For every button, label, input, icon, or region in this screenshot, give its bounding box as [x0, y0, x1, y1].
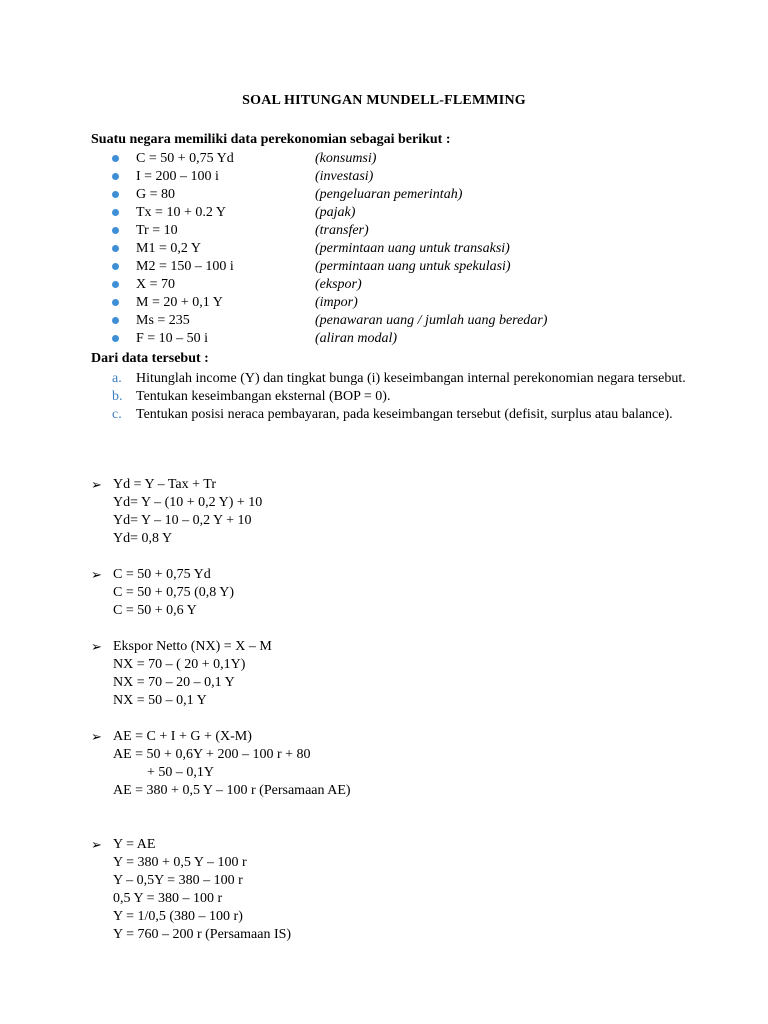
- bullet-icon: [112, 227, 119, 234]
- equation-line: Y – 0,5Y = 380 – 100 r: [113, 873, 243, 888]
- equation-line: C = 50 + 0,6 Y: [113, 603, 197, 618]
- equation: M = 20 + 0,1 Y: [136, 295, 223, 310]
- description: (pajak): [315, 205, 356, 220]
- equation: C = 50 + 0,75 Yd: [136, 151, 234, 166]
- description: (aliran modal): [315, 331, 398, 346]
- question-marker: c.: [112, 407, 122, 422]
- equation-line: AE = C + I + G + (X-M): [113, 729, 252, 744]
- bullet-icon: [112, 335, 119, 342]
- equation-line: NX = 70 – ( 20 + 0,1Y): [113, 657, 246, 672]
- equation-line: C = 50 + 0,75 (0,8 Y): [113, 585, 235, 600]
- bullet-icon: [112, 191, 119, 198]
- bullet-icon: [112, 245, 119, 252]
- question-list: [112, 370, 687, 424]
- equation: M1 = 0,2 Y: [136, 241, 201, 256]
- question-marker: b.: [112, 389, 123, 404]
- equation-line: Yd= Y – 10 – 0,2 Y + 10: [113, 513, 252, 528]
- bullet-icon: [112, 173, 119, 180]
- arrow-bullet-icon: ➢: [91, 639, 102, 654]
- solution-block: [91, 728, 351, 800]
- equation-line: Y = 380 + 0,5 Y – 100 r: [113, 855, 247, 870]
- bullet-icon: [112, 209, 119, 216]
- equation: I = 200 – 100 i: [136, 169, 219, 184]
- description: (permintaan uang untuk transaksi): [315, 241, 510, 256]
- equation: F = 10 – 50 i: [136, 331, 209, 346]
- equation-line: Y = AE: [113, 837, 156, 852]
- equation-line: AE = 50 + 0,6Y + 200 – 100 r + 80: [113, 747, 311, 762]
- equation: M2 = 150 – 100 i: [136, 259, 234, 274]
- arrow-bullet-icon: ➢: [91, 837, 102, 852]
- question-marker: a.: [112, 371, 122, 386]
- solution-block: [91, 566, 351, 620]
- equation: Ms = 235: [136, 313, 190, 328]
- equation-line: Yd = Y – Tax + Tr: [113, 477, 216, 492]
- description: (penawaran uang / jumlah uang beredar): [315, 313, 548, 328]
- equation: G = 80: [136, 187, 176, 202]
- solution-block: [91, 836, 351, 944]
- arrow-bullet-icon: ➢: [91, 729, 102, 744]
- intro-text: Suatu negara memiliki data perekonomian sebagai berikut :: [91, 132, 451, 147]
- arrow-bullet-icon: ➢: [91, 477, 102, 492]
- section-heading: Dari data tersebut :: [91, 351, 209, 366]
- arrow-bullet-icon: ➢: [91, 567, 102, 582]
- equation-line: NX = 50 – 0,1 Y: [113, 693, 207, 708]
- description: (permintaan uang untuk spekulasi): [315, 259, 511, 274]
- solution-steps: [91, 476, 351, 962]
- equation-line: 0,5 Y = 380 – 100 r: [113, 891, 223, 906]
- question-item: [112, 406, 687, 424]
- equation-line: C = 50 + 0,75 Yd: [113, 567, 211, 582]
- equation: Tr = 10: [136, 223, 178, 238]
- description: (impor): [315, 295, 358, 310]
- equation-line: Yd= 0,8 Y: [113, 531, 173, 546]
- question-item: [112, 388, 687, 406]
- bullet-icon: [112, 299, 119, 306]
- description: (investasi): [315, 169, 374, 184]
- description: (konsumsi): [315, 151, 377, 166]
- equation-line: Y = 1/0,5 (380 – 100 r): [113, 909, 243, 924]
- description: (transfer): [315, 223, 369, 238]
- bullet-icon: [112, 317, 119, 324]
- equation-line: AE = 380 + 0,5 Y – 100 r (Persamaan AE): [113, 783, 351, 798]
- equation-line: + 50 – 0,1Y: [147, 765, 215, 780]
- equation-line: NX = 70 – 20 – 0,1 Y: [113, 675, 235, 690]
- equation: Tx = 10 + 0.2 Y: [136, 205, 226, 220]
- equation: X = 70: [136, 277, 176, 292]
- question-item: [112, 370, 687, 388]
- equation-line: Ekspor Netto (NX) = X – M: [113, 639, 272, 654]
- question-text: Tentukan posisi neraca pembayaran, pada keseimbangan tersebut (defisit, surplus atau balance).: [136, 407, 673, 422]
- equation-line: Y = 760 – 200 r (Persamaan IS): [113, 927, 292, 942]
- question-text: Hitunglah income (Y) dan tingkat bunga (i) keseimbangan internal perekonomian negara tersebut.: [136, 371, 686, 386]
- document-title: SOAL HITUNGAN MUNDELL-FLEMMING: [242, 93, 526, 108]
- question-text: Tentukan keseimbangan eksternal (BOP = 0).: [136, 389, 391, 404]
- description: (ekspor): [315, 277, 362, 292]
- bullet-icon: [112, 281, 119, 288]
- solution-block: [91, 638, 351, 710]
- description: (pengeluaran pemerintah): [315, 187, 463, 202]
- bullet-icon: [112, 155, 119, 162]
- bullet-icon: [112, 263, 119, 270]
- solution-block: [91, 476, 351, 548]
- equation-line: Yd= Y – (10 + 0,2 Y) + 10: [113, 495, 263, 510]
